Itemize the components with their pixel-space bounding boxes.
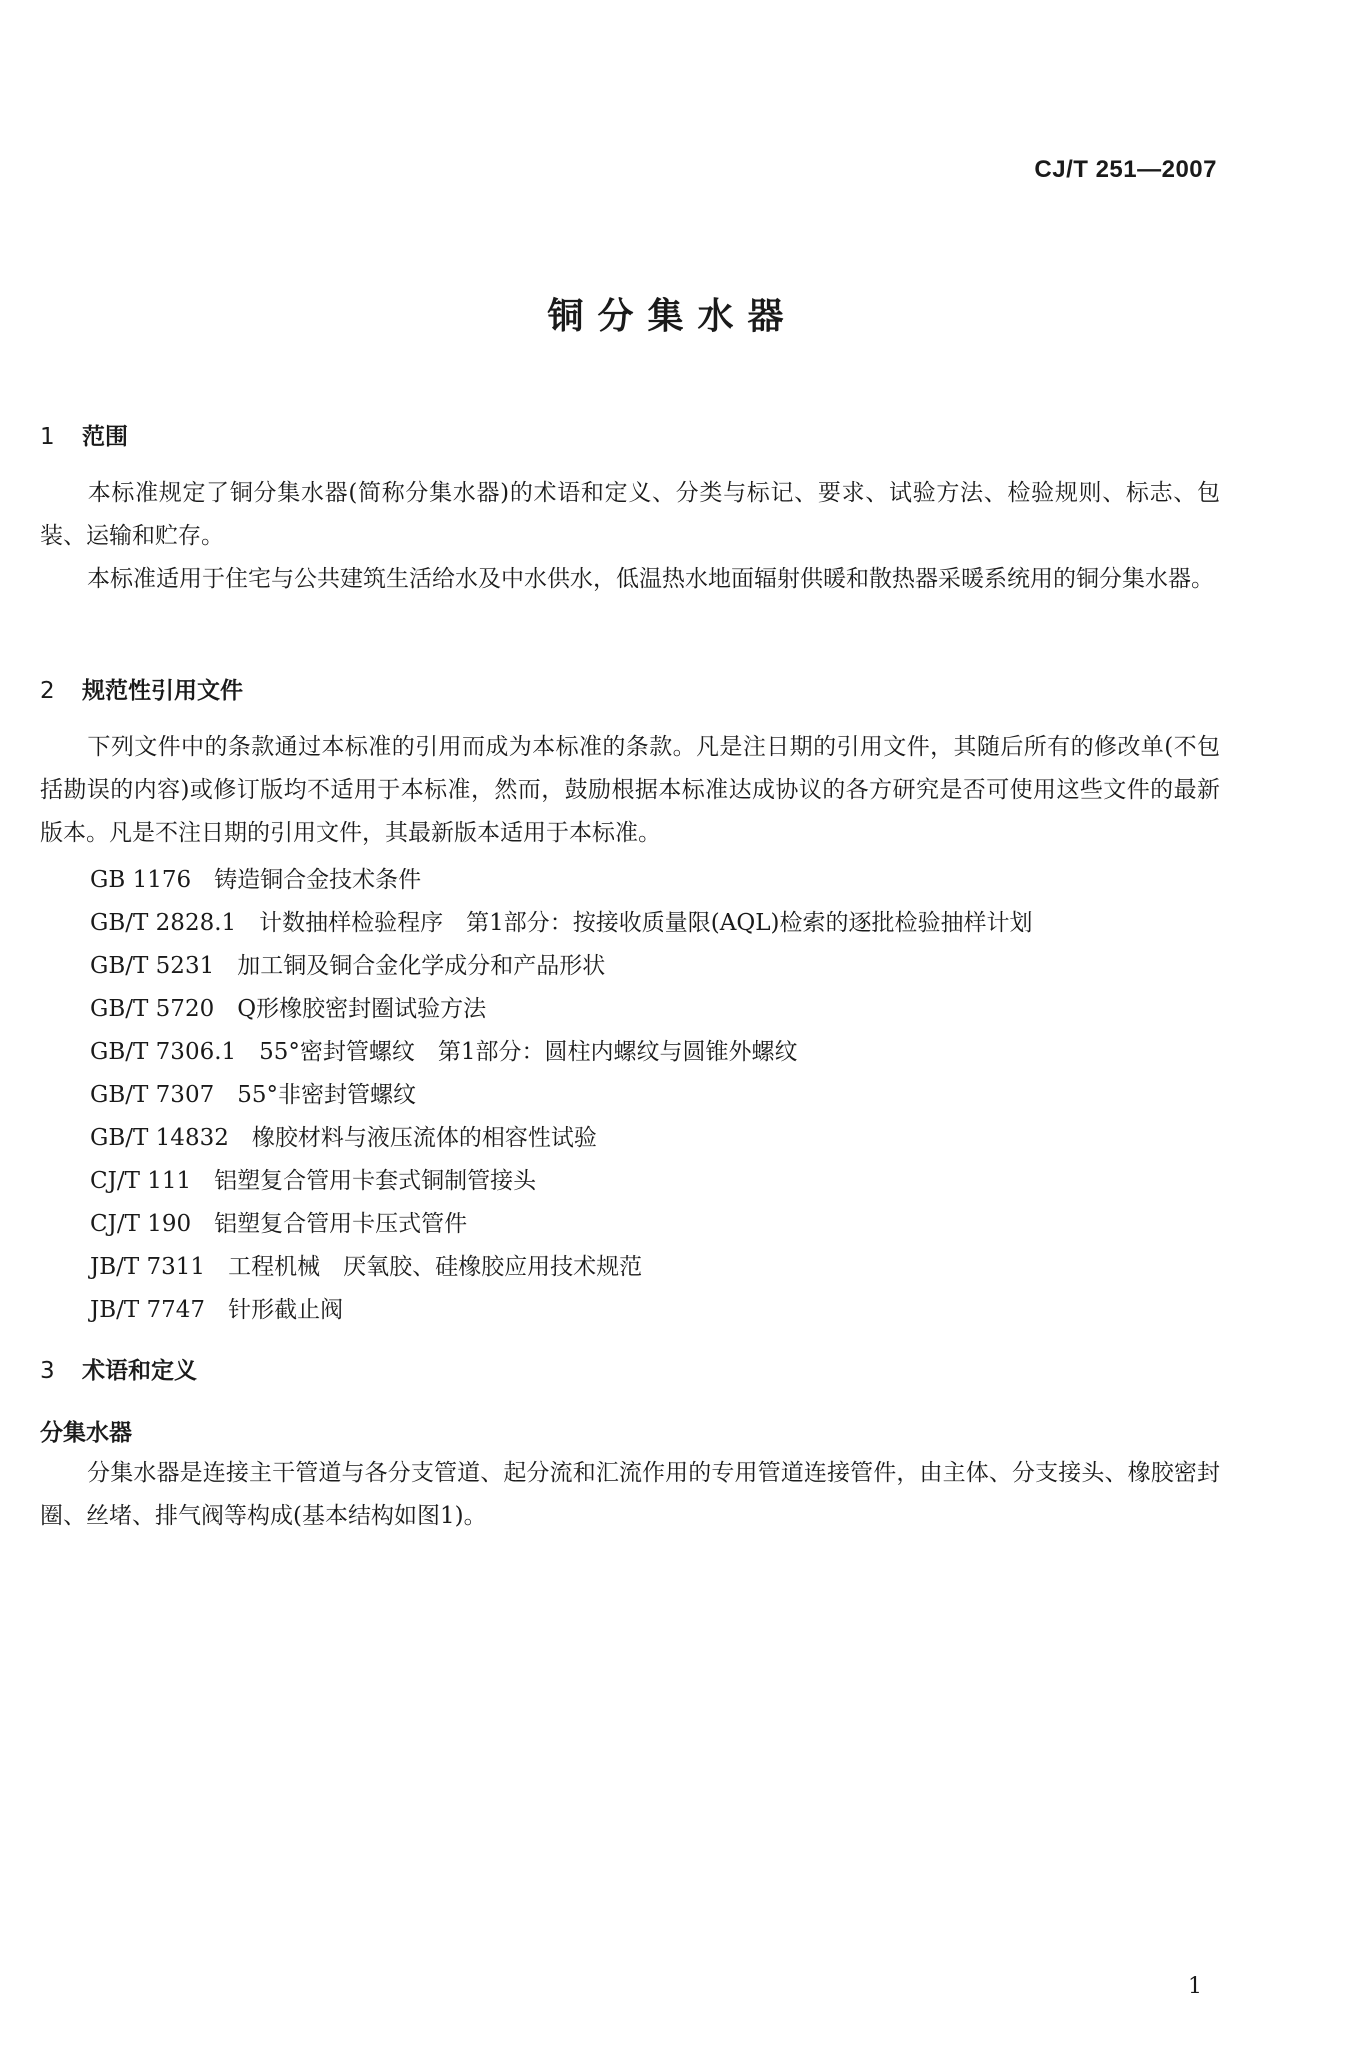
reference-item: GB/T 14832 橡胶材料与液压流体的相容性试验 (90, 1125, 597, 1151)
reference-item: GB/T 7306.1 55°密封管螺纹 第1部分：圆柱内螺纹与圆锥外螺纹 (90, 1039, 798, 1065)
section-2-heading (40, 672, 243, 705)
term-heading: 分集水器 (40, 1420, 132, 1446)
standard-code: CJ/T 251—2007 (1034, 156, 1217, 183)
section-title: 范围 (82, 424, 128, 450)
reference-item: CJ/T 190 铝塑复合管用卡压式管件 (90, 1211, 468, 1237)
section-title: 规范性引用文件 (82, 678, 243, 704)
section-1-heading (40, 418, 128, 451)
reference-item: JB/T 7311 工程机械 厌氧胶、硅橡胶应用技术规范 (90, 1254, 643, 1280)
reference-item: JB/T 7747 针形截止阀 (90, 1297, 344, 1323)
section-3-heading (40, 1352, 197, 1385)
section-number: 1 (40, 424, 55, 450)
references-intro: 下列文件中的条款通过本标准的引用而成为本标准的条款。凡是注日期的引用文件，其随后所有的修改单(不包括勘误的内容)或修订版均不适用于本标准，然而，鼓励根据本标准达成协议的各方研究是否可使用这些文件的最新版本。凡是不注日期的引用文件，其最新版本适用于本标准。 (40, 734, 1220, 846)
section-title: 术语和定义 (82, 1358, 197, 1384)
page-number: 1 (1188, 1974, 1202, 1999)
term-definition: 分集水器是连接主干管道与各分支管道、起分流和汇流作用的专用管道连接管件，由主体、分支接头、橡胶密封圈、丝堵、排气阀等构成(基本结构如图1)。 (40, 1460, 1220, 1529)
reference-item: GB 1176 铸造铜合金技术条件 (90, 867, 422, 893)
reference-item: GB/T 2828.1 计数抽样检验程序 第1部分：按接收质量限(AQL)检索的逐批检验抽样计划 (90, 910, 1033, 936)
reference-item: GB/T 5231 加工铜及铜合金化学成分和产品形状 (90, 953, 606, 979)
document-title: 铜分集水器 (547, 296, 798, 337)
reference-item: GB/T 7307 55°非密封管螺纹 (90, 1082, 416, 1108)
scope-paragraph-1: 本标准规定了铜分集水器(简称分集水器)的术语和定义、分类与标记、要求、试验方法、检验规则、标志、包装、运输和贮存。 (40, 480, 1220, 549)
scope-paragraph-2: 本标准适用于住宅与公共建筑生活给水及中水供水，低温热水地面辐射供暖和散热器采暖系统用的铜分集水器。 (87, 566, 1214, 592)
reference-item: CJ/T 111 铝塑复合管用卡套式铜制管接头 (90, 1168, 537, 1194)
section-number: 3 (40, 1358, 55, 1384)
reference-item: GB/T 5720 Q形橡胶密封圈试验方法 (90, 996, 487, 1022)
section-number: 2 (40, 678, 55, 704)
